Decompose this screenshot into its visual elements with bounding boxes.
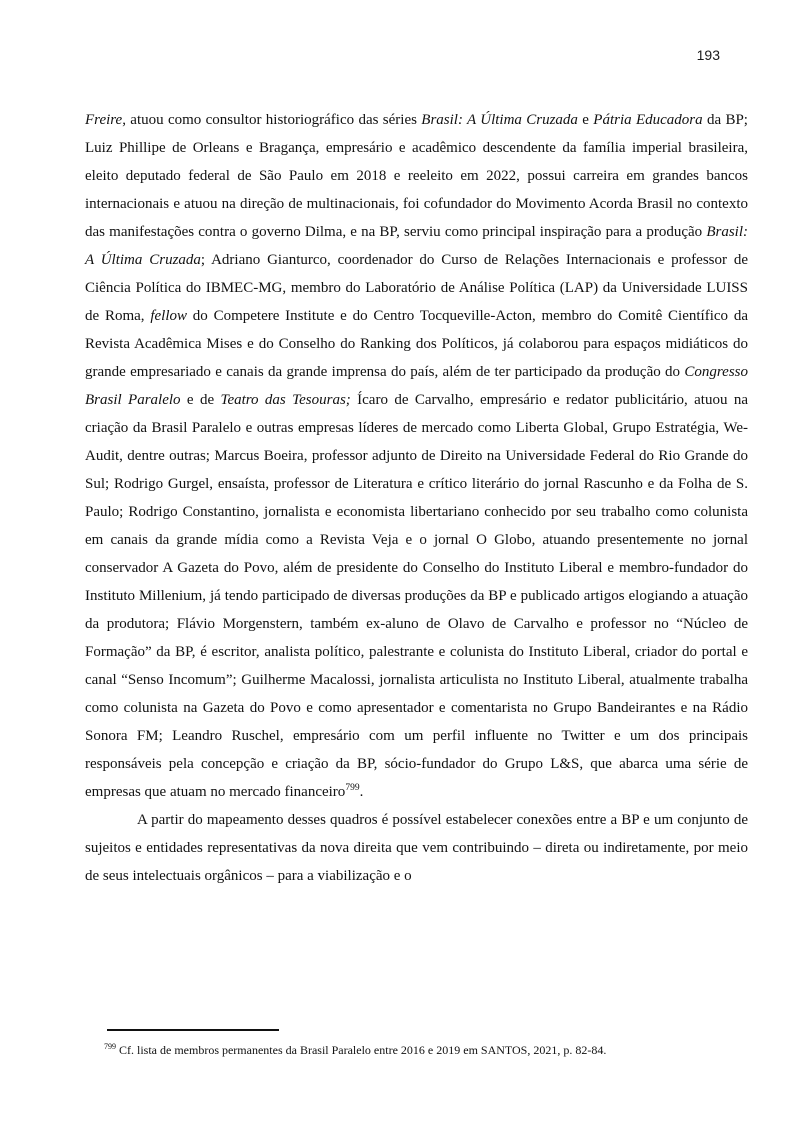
page-number: 193: [696, 47, 720, 63]
footnote-text-body: Cf. lista de membros permanentes da Brasil Paralelo entre 2016 e 2019 em SANTOS, 2021, p. 82-84.: [119, 1043, 607, 1057]
footnote: [104, 1042, 748, 1058]
paragraph-new: A partir do mapeamento desses quadros é possível estabelecer conexões entre a BP e um conjunto de sujeitos e entidades representativas da nova direita que vem contribuindo – direta ou indiretamente, por meio de seus intelectuais orgânicos – para a viabilização e o: [85, 812, 748, 884]
footnote-separator-rule: [107, 1029, 279, 1031]
paragraph-continuation: Freire, atuou como consultor historiográfico das séries Brasil: A Última Cruzada e Pátria Educadora da BP; Luiz Phillipe de Orleans e Bragança, empresário e acadêmico descendente da família imperial brasileira, eleito deputado federal de São Paulo em 2018 e reeleito em 2022, possui carreira em grandes bancos internacionais e atuou na direção de multinacionais, foi cofundador do Movimento Acorda Brasil no contexto das manifestações contra o governo Dilma, e na BP, serviu como principal inspiração para a produção Brasil: A Última Cruzada; Adriano Gianturco, coordenador do Curso de Relações Internacionais e professor de Ciência Política do IBMEC-MG, membro do Laboratório de Análise Política (LAP) da Universidade LUISS de Roma, fellow do Competere Institute e do Centro Tocqueville-Acton, membro do Comitê Científico da Revista Acadêmica Mises e do Conselho do Ranking dos Políticos, já colaborou para espaços midiáticos do grande empresariado e canais da grande imprensa do país, além de ter participado da produção do Congresso Brasil Paralelo e de Teatro das Tesouras; Ícaro de Carvalho, empresário e redator publicitário, atuou na criação da Brasil Paralelo e outras empresas líderes de mercado como Liberta Global, Grupo Estratégia, We-Audit, dentre outras; Marcus Boeira, professor adjunto de Direito na Universidade Federal do Rio Grande do Sul; Rodrigo Gurgel, ensaísta, professor de Literatura e crítico literário do jornal Rascunho e da Folha de S. Paulo; Rodrigo Constantino, jornalista e economista libertariano conhecido por seu trabalho como colunista em canais da grande mídia como a Revista Veja e o jornal O Globo, atuando presentemente no jornal conservador A Gazeta do Povo, além de presidente do Conselho do Instituto Liberal e membro-fundador do Instituto Millenium, já tendo participado de diversas produções da BP e publicado artigos elogiando a atuação da produtora; Flávio Morgenstern, também ex-aluno de Olavo de Carvalho e professor no “Núcleo de Formação” da BP, é escritor, analista político, palestrante e colunista do Instituto Liberal, criador do portal e canal “Senso Incomum”; Guilherme Macalossi, jornalista articulista no Instituto Liberal, atualmente trabalha como colunista na Gazeta do Povo e como apresentador e comentarista no Grupo Bandeirantes e na Rádio Sonora FM; Leandro Ruschel, empresário com um perfil influente no Twitter e um dos principais responsáveis pela concepção e criação da BP, sócio-fundador do Grupo L&S, que abarca uma série de empresas que atuam no mercado financeiro$^{799}$.: [85, 112, 748, 800]
footnote-marker: 799: [104, 1042, 116, 1051]
body-text: [85, 106, 748, 890]
